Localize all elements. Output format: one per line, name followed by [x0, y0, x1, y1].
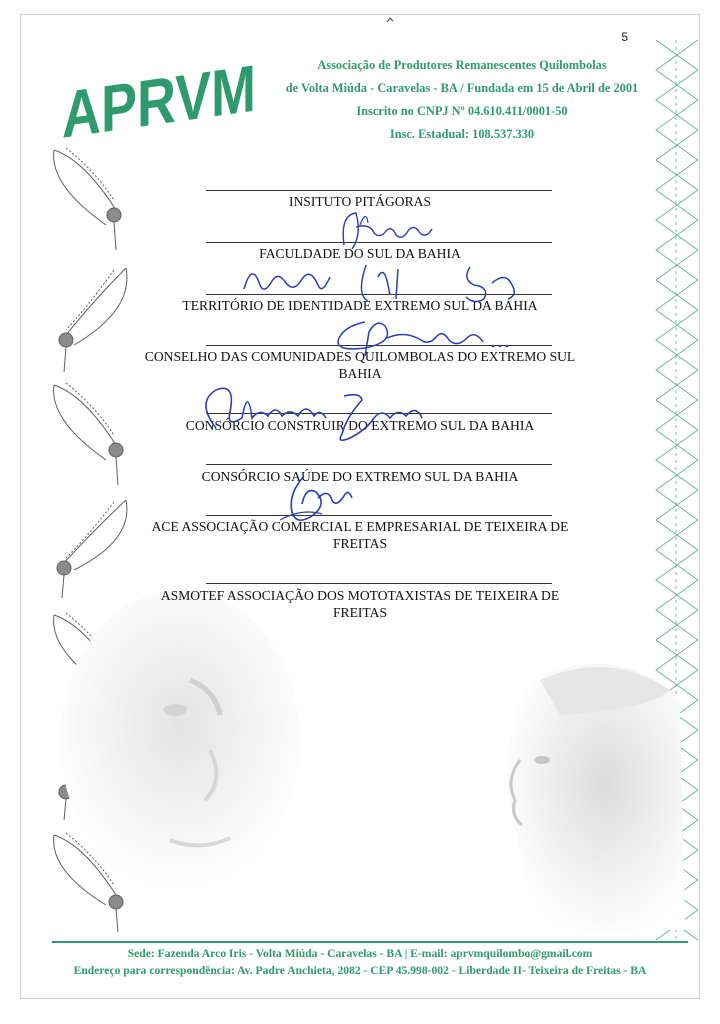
portrait-watermark-right: [480, 640, 700, 940]
signatory-name-continued: FREITAS: [332, 536, 388, 551]
handwritten-signature: [186, 378, 436, 448]
header-location-founded: de Volta Miúda - Caravelas - BA / Fundada em 15 de Abril de 2001: [285, 81, 639, 95]
footer-mailing-address: Endereço para correspondência: Av. Padre Anchieta, 2082 - CEP 45.998-002 - Liberdade II- Teixeira de Freitas - BA: [73, 964, 647, 977]
signatory-name: ACE ASSOCIAÇÃO COMERCIAL E EMPRESARIAL DE TEIXEIRA DE: [151, 519, 569, 534]
signatory-name: TERRITÓRIO DE IDENTIDADE EXTREMO SUL DA BAHIA: [182, 298, 538, 313]
signatory-name-continued: BAHIA: [338, 366, 382, 381]
signatory-block: [130, 587, 590, 621]
signatory-name-continued: FREITAS: [332, 605, 388, 620]
portrait-watermark-left: [40, 590, 310, 930]
signatory-name: CONSÓRCIO SAÚDE DO EXTREMO SUL DA BAHIA: [201, 469, 519, 484]
signatory-name: INSITUTO PITÁGORAS: [288, 194, 432, 209]
page-number: 5: [621, 30, 628, 44]
handwritten-signature: [325, 312, 515, 360]
signature-line: [206, 190, 552, 191]
header-state-registration: Insc. Estadual: 108.537.330: [389, 127, 535, 141]
organization-footer: [20, 945, 700, 979]
scan-speck-icon: [386, 16, 394, 24]
signatory-name: ASMOTEF ASSOCIAÇÃO DOS MOTOTAXISTAS DE TEIXEIRA DE: [160, 588, 560, 603]
aprvm-logo: [60, 44, 300, 153]
header-cnpj: Inscrito no CNPJ Nº 04.610.411/0001-50: [356, 104, 568, 118]
signature-line: [206, 464, 552, 465]
organization-header: [268, 54, 656, 146]
signatory-name: FACULDADE DO SUL DA BAHIA: [259, 246, 461, 261]
signature-line: [206, 583, 552, 584]
signatory-name: CONSELHO DAS COMUNIDADES QUILOMBOLAS DO EXTREMO SUL: [144, 349, 576, 364]
header-org-name: Associação de Produtores Remanescentes Quilombolas: [317, 58, 607, 72]
logo-text: APRVM: [62, 45, 300, 153]
handwritten-signature: [330, 205, 440, 253]
footer-address-email: Sede: Fazenda Arco Iris - Volta Miúda - Caravelas - BA | E-mail: aprvmquilombo@gmail.com: [127, 947, 593, 960]
handwritten-signature: [272, 468, 362, 530]
signatory-name: CONSÓRCIO CONSTRUIR DO EXTREMO SUL DA BAHIA: [185, 418, 535, 433]
signature-line: [206, 515, 552, 516]
footer-divider: [52, 941, 688, 943]
handwritten-signature: [238, 255, 528, 307]
